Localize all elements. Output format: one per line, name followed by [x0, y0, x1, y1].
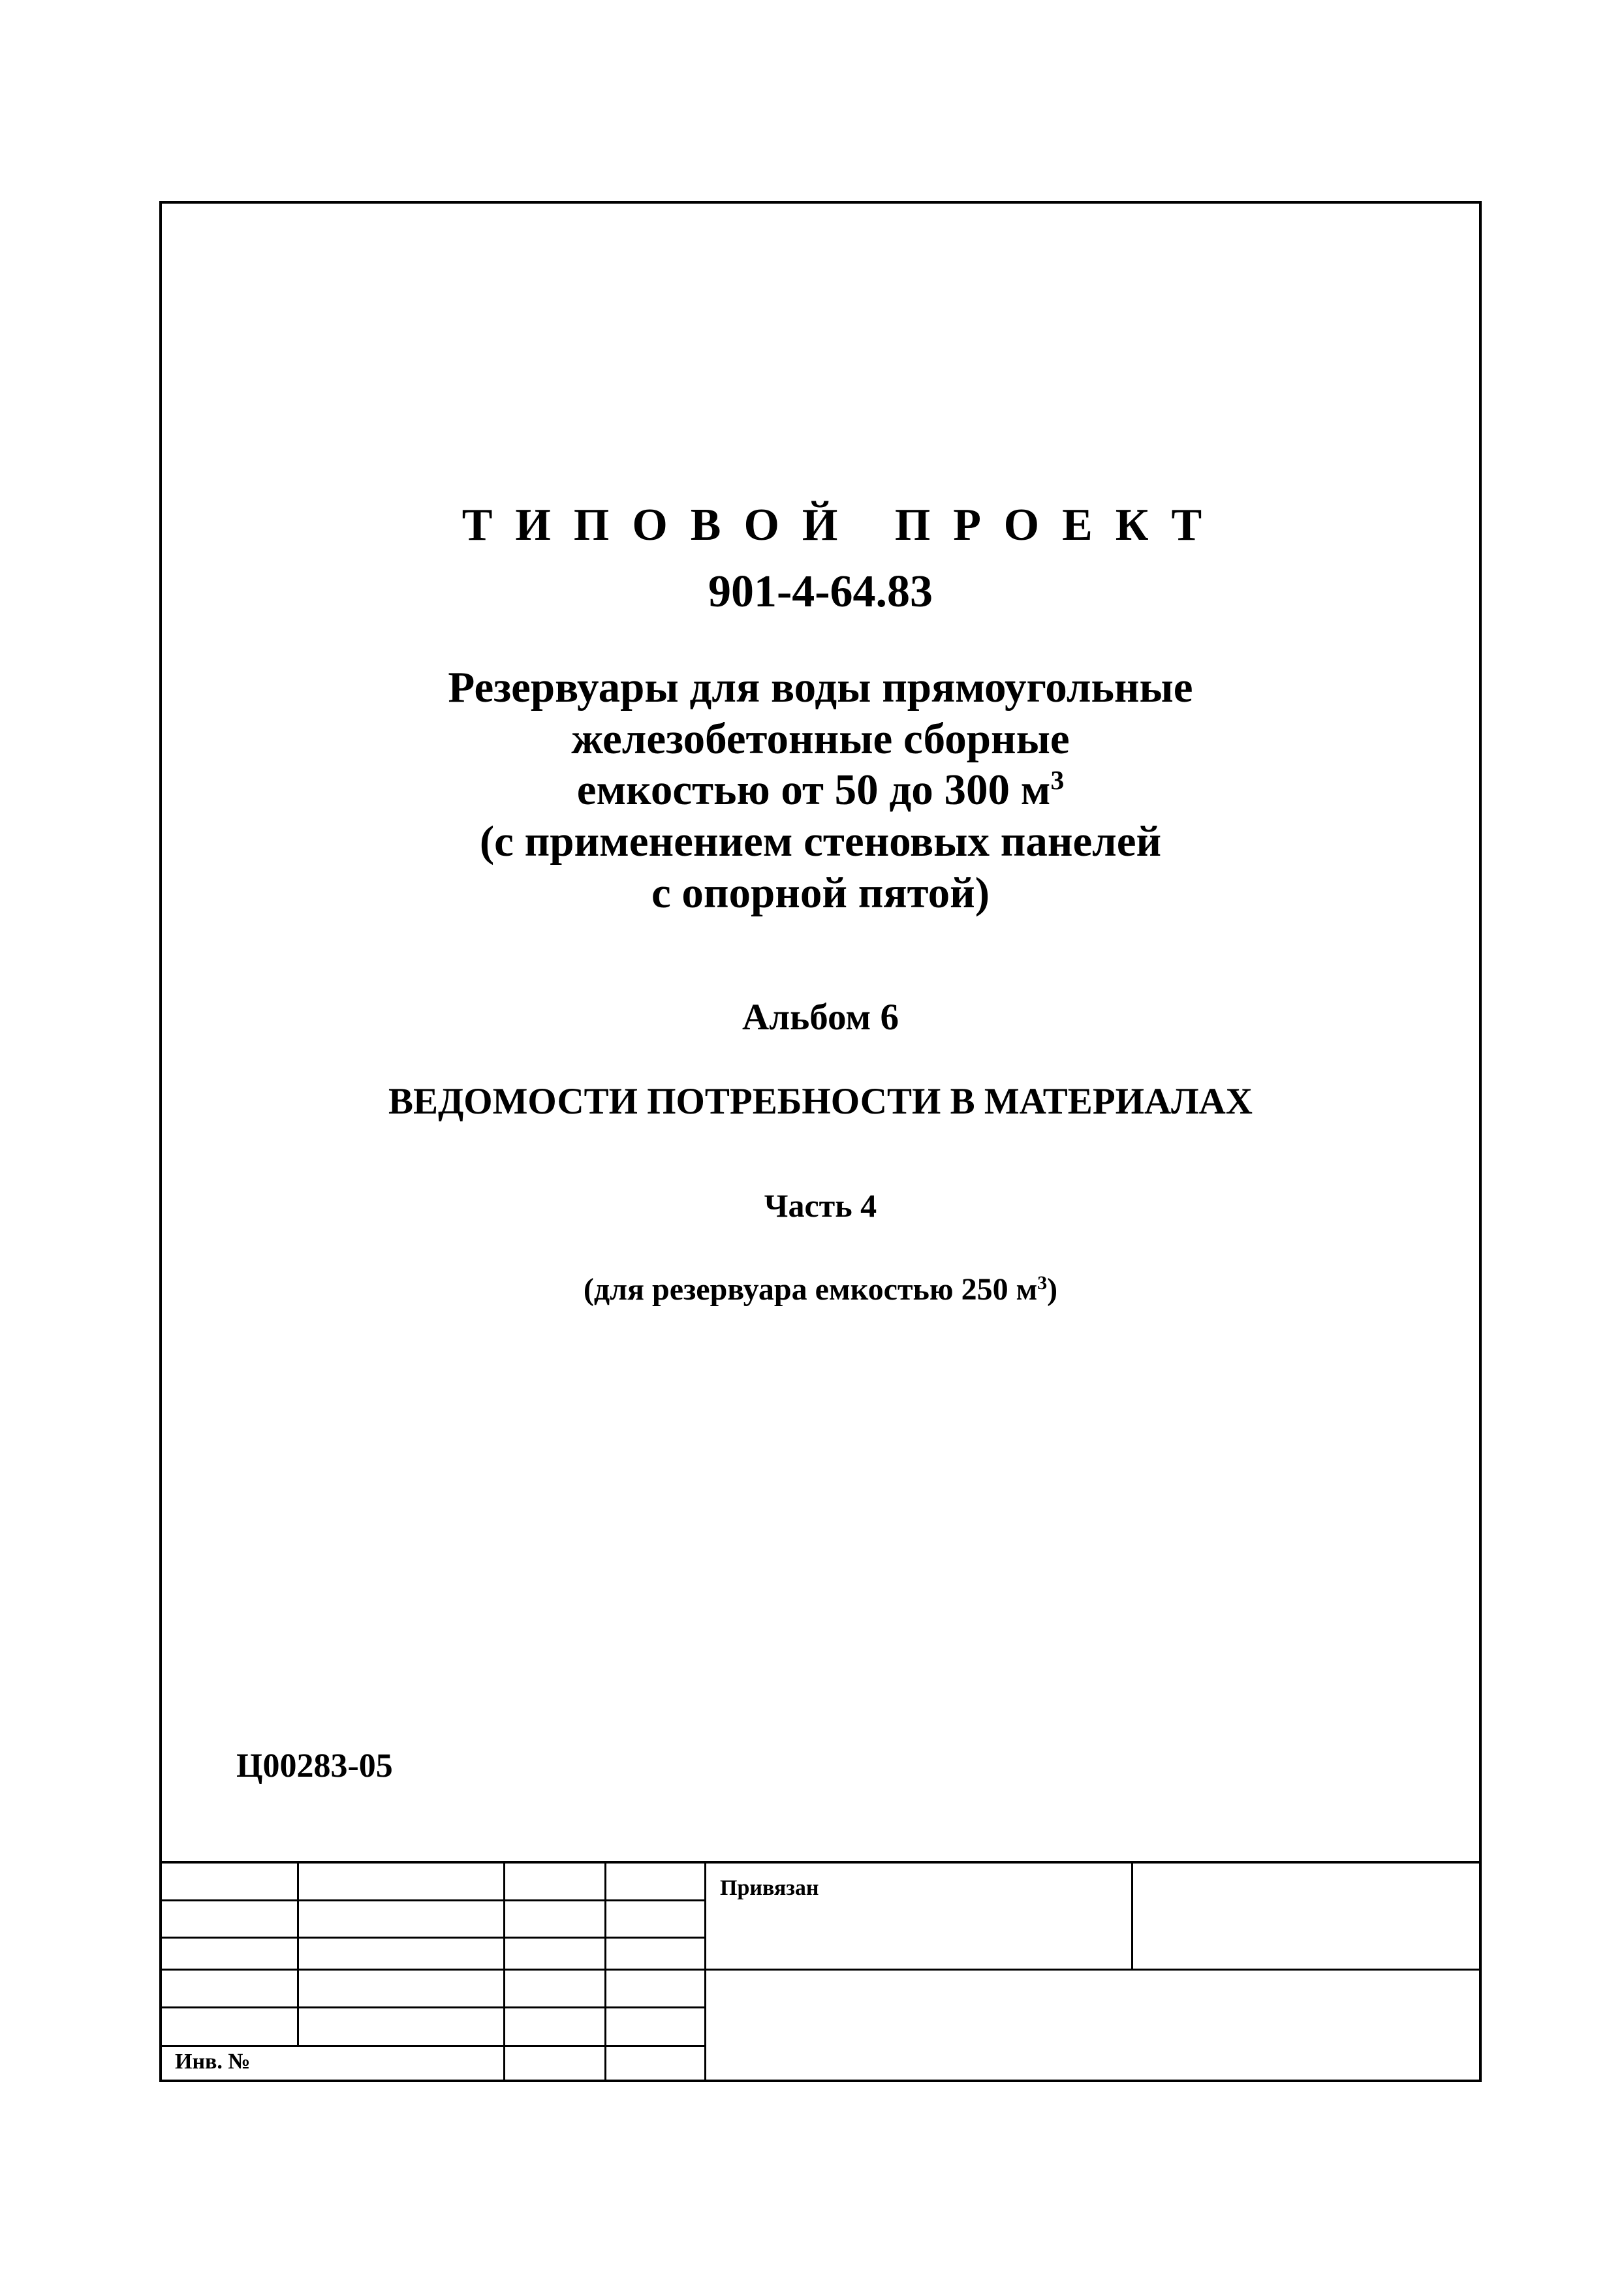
title-block-row-line: [159, 2045, 705, 2047]
title-block-cell[interactable]: [606, 1863, 704, 1899]
drawing-frame: [159, 201, 1482, 2082]
document-heading: ТИПОВОЙ ПРОЕКТ: [461, 500, 1225, 550]
album-label: Альбом 6: [742, 997, 899, 1038]
part-label: Часть 4: [764, 1187, 877, 1224]
project-number: 901-4-64.83: [708, 567, 933, 617]
subtitle-text: (с применением стеновых панелей: [479, 817, 1162, 866]
superscript-cubed: 3: [1050, 765, 1065, 796]
bound-value-field[interactable]: [706, 1912, 1131, 1969]
subtitle-text: железобетонные сборные: [571, 715, 1070, 763]
superscript-cubed: 3: [1037, 1271, 1048, 1294]
capacity-text: (для резервуара емкостью 250 м: [583, 1272, 1038, 1307]
title-block-cell[interactable]: [161, 1863, 297, 1899]
bound-label: Привязан: [720, 1876, 819, 1900]
subtitle-line-3: [159, 765, 1482, 814]
inventory-number-label: Инв. №: [175, 2050, 251, 2074]
title-block-row-line: [159, 2006, 705, 2008]
title-block-row-line: [159, 1899, 705, 1901]
section-title: ВЕДОМОСТИ ПОТРЕБНОСТИ В МАТЕРИАЛАХ: [388, 1081, 1253, 1122]
title-block-right-cell[interactable]: [1133, 1863, 1479, 1969]
title-block-main-cell[interactable]: [706, 1971, 1479, 2080]
subtitle-line-4: [159, 817, 1482, 866]
capacity-suffix: ): [1047, 1272, 1058, 1307]
subtitle-text: емкостью от 50 до 300 м: [576, 766, 1051, 814]
subtitle-text: Резервуары для воды прямоугольные: [448, 663, 1193, 711]
subtitle-line-5: [159, 871, 1482, 915]
title-block-cell[interactable]: [505, 1863, 604, 1899]
title-block-row-line: [159, 1937, 705, 1939]
subtitle-line-1: [159, 663, 1482, 711]
document-code: Ц00283-05: [236, 1747, 393, 1785]
title-block-cell[interactable]: [299, 1863, 503, 1899]
subtitle-line-2: [159, 717, 1482, 761]
subtitle-text: с опорной пятой): [651, 869, 990, 917]
capacity-note: [159, 1271, 1482, 1307]
